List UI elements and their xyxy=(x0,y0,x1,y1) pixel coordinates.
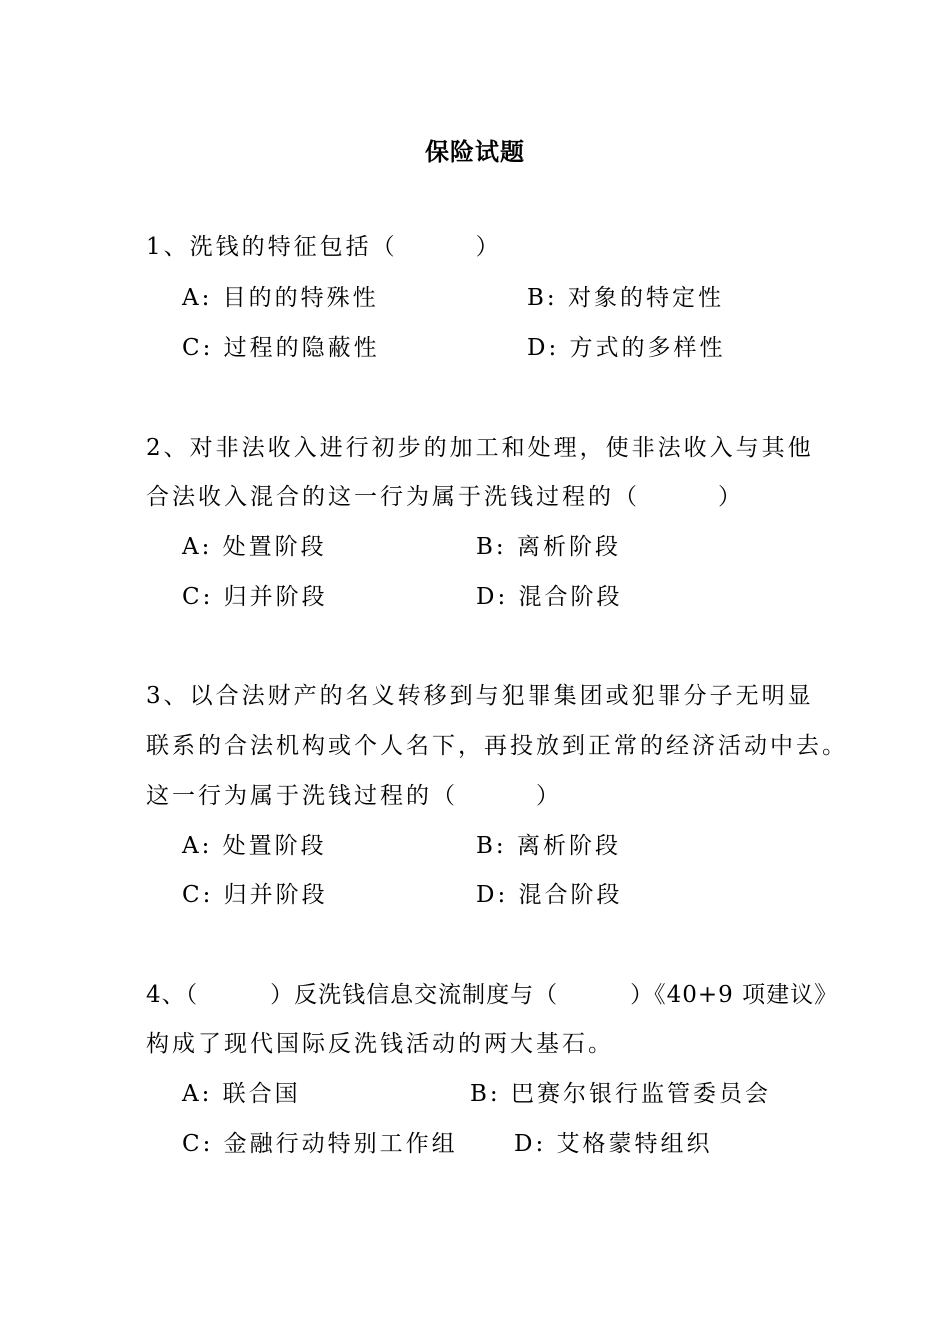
question-3-stem-line-2: 联系的合法机构或个人名下，再投放到正常的经济活动中去。 xyxy=(146,733,848,759)
page-title: 保险试题 xyxy=(425,138,525,166)
question-1-option-d: D: 方式的多样性 xyxy=(527,335,726,361)
question-2-stem-line-2: 合法收入混合的这一行为属于洗钱过程的（ ） xyxy=(146,484,744,510)
question-2-option-b: B: 离析阶段 xyxy=(476,534,621,560)
question-2-option-a: A: 处置阶段 xyxy=(182,534,327,560)
question-2-option-d: D: 混合阶段 xyxy=(476,584,623,610)
question-1-stem-line-1: 1、洗钱的特征包括（ ） xyxy=(146,234,502,260)
question-4-option-d: D: 艾格蒙特组织 xyxy=(514,1131,713,1157)
question-4-stem-line-1: 4、（ ）反洗钱信息交流制度与（ ）《40+9 项建议》 xyxy=(146,982,839,1008)
question-3-option-b: B: 离析阶段 xyxy=(476,833,621,859)
question-4-option-b: B: 巴赛尔银行监管委员会 xyxy=(470,1081,771,1107)
question-2-option-c: C: 归并阶段 xyxy=(182,584,328,610)
question-4-option-c: C: 金融行动特别工作组 xyxy=(182,1131,458,1157)
question-3-option-c: C: 归并阶段 xyxy=(182,882,328,908)
question-3-option-d: D: 混合阶段 xyxy=(476,882,623,908)
question-3-stem-line-3: 这一行为属于洗钱过程的（ ） xyxy=(146,783,562,809)
question-3-stem-line-1: 3、以合法财产的名义转移到与犯罪集团或犯罪分子无明显 xyxy=(146,683,814,709)
question-1-option-a: A: 目的的特殊性 xyxy=(182,285,379,311)
question-1-option-b: B: 对象的特定性 xyxy=(527,285,724,311)
question-4-option-a: A: 联合国 xyxy=(182,1081,301,1107)
question-2-stem-line-1: 2、对非法收入进行初步的加工和处理，使非法收入与其他 xyxy=(146,435,814,461)
question-1-option-c: C: 过程的隐蔽性 xyxy=(182,335,380,361)
question-3-option-a: A: 处置阶段 xyxy=(182,833,327,859)
question-4-stem-line-2: 构成了现代国际反洗钱活动的两大基石。 xyxy=(146,1031,614,1057)
